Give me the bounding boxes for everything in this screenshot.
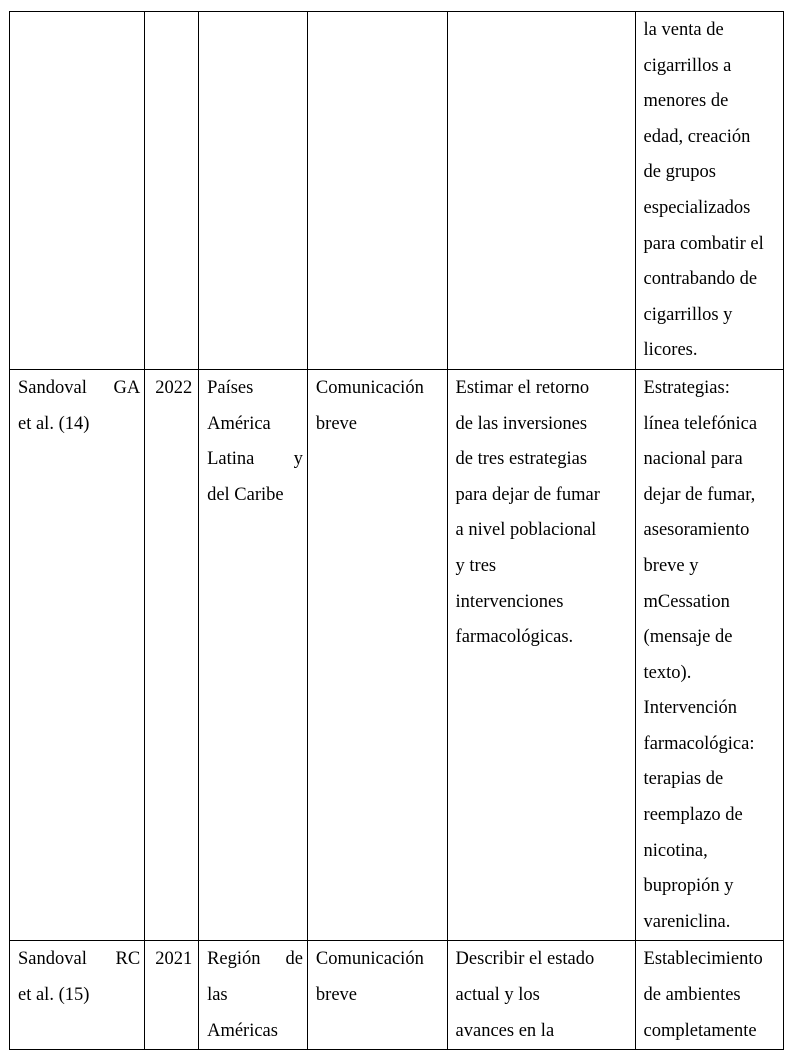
place-word: y [293, 449, 303, 470]
place-cell [199, 941, 308, 1050]
author-cell [10, 369, 145, 941]
table-row [10, 941, 784, 1050]
place-cell [199, 369, 308, 941]
type-text: Comunicación breve [315, 949, 424, 1006]
author-line: Sandoval RC [18, 949, 141, 970]
place-line: del Caribe [207, 484, 284, 505]
table-row [10, 369, 784, 941]
place-word: de [285, 949, 303, 970]
type-cell [307, 12, 447, 370]
place-line: Países [207, 377, 254, 398]
year-text: 2022 [155, 377, 193, 398]
objective-cell [447, 12, 635, 370]
author-cell [10, 941, 145, 1050]
author-line: Sandoval GA [18, 377, 141, 398]
place-line: Américas [207, 1020, 278, 1041]
objective-cell [447, 369, 635, 941]
table-row [10, 12, 784, 370]
year-text: 2021 [155, 949, 193, 970]
results-cell [635, 941, 783, 1050]
year-cell [145, 369, 199, 941]
results-text: Establecimiento de ambientes completamente [643, 949, 763, 1041]
author-cell [10, 12, 145, 370]
results-text: la venta de cigarrillos a menores de edad, creación de grupos especializados para combatir el contrabando de cigarrillos y licores. [643, 20, 764, 361]
studies-table [9, 11, 784, 1050]
place-word: Latina [207, 449, 255, 470]
place-word: Región [207, 949, 261, 970]
results-cell [635, 369, 783, 941]
objective-text: Estimar el retorno de las inversiones de tres estrategias para dejar de fumar a nivel poblacional y tres intervenciones farmacológicas. [455, 377, 600, 648]
place-cell [199, 12, 308, 370]
author-line: et al. (15) [18, 985, 90, 1006]
place-line [207, 942, 303, 978]
objective-text: Describir el estado actual y los avances en la [455, 949, 595, 1041]
year-cell [145, 941, 199, 1050]
place-line: América [207, 413, 271, 434]
type-cell [307, 941, 447, 1050]
objective-cell [447, 941, 635, 1050]
type-text: Comunicación breve [315, 377, 424, 434]
place-line [207, 442, 303, 478]
author-line: et al. (14) [18, 413, 90, 434]
results-text: Estrategias: línea telefónica nacional para dejar de fumar, asesoramiento breve y mCessation (mensaje de texto). Intervención farmacológica: terapias de reemplazo de nicotina, bupropión y vareniclina. [643, 377, 758, 932]
year-cell [145, 12, 199, 370]
type-cell [307, 369, 447, 941]
place-line: las [207, 985, 228, 1006]
results-cell [635, 12, 783, 370]
